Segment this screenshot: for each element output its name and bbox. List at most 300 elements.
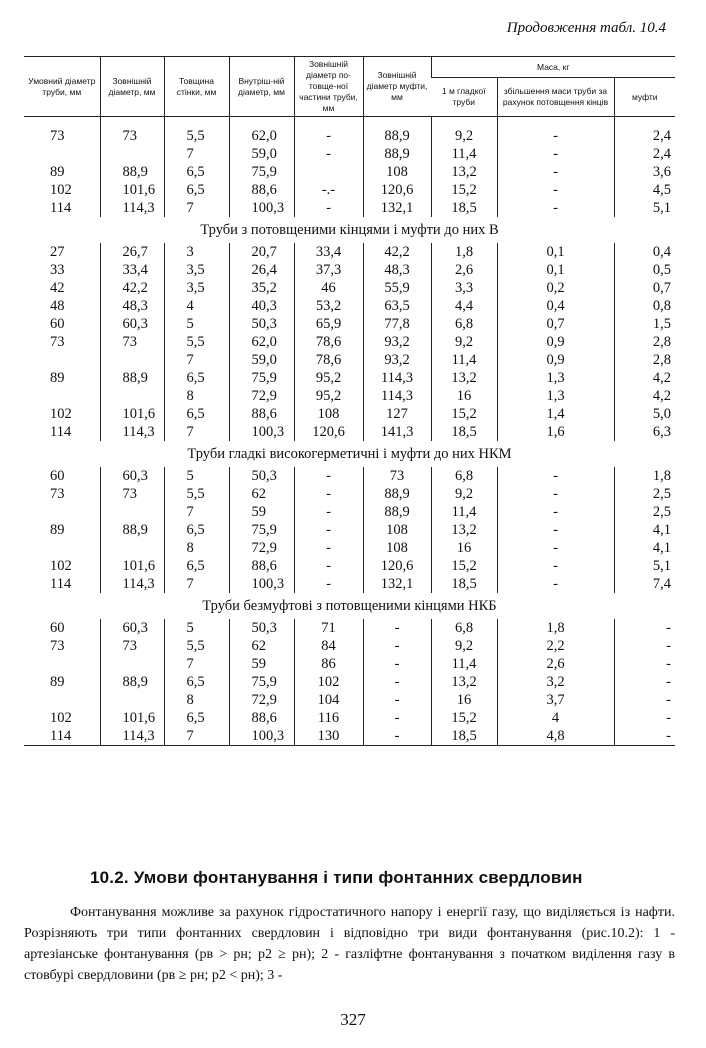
table-cell: - [497,145,614,163]
table-cell: 0,4 [497,297,614,315]
table-cell: 33,4 [294,243,363,261]
table-cell: - [294,539,363,557]
table-cell: - [363,619,431,637]
table-row [24,709,675,727]
table-cell: 84 [294,637,363,655]
table-cell: 88,6 [229,181,294,199]
table-cell: 0,8 [614,297,675,315]
table-cell: 1,6 [497,423,614,441]
table-cell: 73 [50,486,65,502]
table-cell: - [614,709,675,727]
table-cell: 0,1 [497,261,614,279]
table-cell: 5,1 [614,557,675,575]
table-cell: 15,2 [431,557,497,575]
table-cell: 50,3 [229,619,294,637]
table-cell: 114 [50,424,72,440]
spacer-row [24,117,675,128]
table-cell: 8 [164,539,229,557]
table-cell: 15,2 [431,405,497,423]
table-cell: - [363,709,431,727]
table-cell [24,351,100,369]
table-cell: 4,1 [614,521,675,539]
table-cell: - [497,485,614,503]
table-cell: 6,5 [164,163,229,181]
table-cell: 89 [50,674,65,690]
table-cell: 5,0 [614,405,675,423]
table-row [24,243,675,261]
table-cell: 7 [164,145,229,163]
table-cell: 27 [50,244,65,260]
table-cell: 73 [100,637,164,655]
table-row [24,619,675,637]
table-cell: - [363,637,431,655]
group-title-row [24,441,675,467]
table-cell: 4,8 [497,727,614,746]
table-row [24,279,675,297]
spacer-cell [294,117,363,128]
table-cell: 1,8 [431,243,497,261]
table-cell: 5,1 [614,199,675,217]
table-cell: 13,2 [431,673,497,691]
table-row [24,261,675,279]
table-cell: 101,6 [100,181,164,199]
table-cell: 11,4 [431,503,497,521]
table-cell: 1,8 [614,467,675,485]
table-cell: 53,2 [294,297,363,315]
table-cell: 46 [294,279,363,297]
table-cell: 7 [164,503,229,521]
table-cell: 2,8 [614,333,675,351]
table-cell: 0,4 [614,243,675,261]
table-cell: - [497,521,614,539]
table-cell: 88,9 [363,145,431,163]
spacer-cell [614,117,675,128]
table-cell: 78,6 [294,351,363,369]
table-cell: - [614,727,675,746]
section-heading: 10.2. Умови фонтанування і типи фонтанних свердловин [90,868,583,887]
table-cell: 114,3 [100,423,164,441]
table-cell: 102 [50,558,72,574]
table-cell: 114,3 [100,727,164,746]
table-cell: 73 [50,128,65,144]
table-cell [24,691,100,709]
table-cell [24,503,100,521]
table-cell: 73 [100,127,164,145]
table-cell: 40,3 [229,297,294,315]
group-title-row [24,217,675,243]
table-cell: 3,7 [497,691,614,709]
group-title: Труби гладкі високогерметичні і муфти до них НКМ [187,446,512,462]
table-cell: 127 [363,405,431,423]
table-cell: 6,5 [164,557,229,575]
table-cell: 3,3 [431,279,497,297]
table-cell: 72,9 [229,539,294,557]
table-cell: 3,5 [164,279,229,297]
table-cell: 95,2 [294,369,363,387]
table-cell: 0,5 [614,261,675,279]
table-cell: 75,9 [229,369,294,387]
table-cell: 100,3 [229,575,294,593]
table-cell: 6,5 [164,673,229,691]
table-cell: 2,8 [614,351,675,369]
table-cell: 5,5 [164,637,229,655]
table-cell [100,539,164,557]
table-cell: 95,2 [294,387,363,405]
table-cell: 5,5 [164,485,229,503]
table-cell: 18,5 [431,199,497,217]
table-cell: 9,2 [431,333,497,351]
table-cell: 75,9 [229,521,294,539]
table-cell: 16 [431,387,497,405]
spacer-cell [164,117,229,128]
table-cell: 102 [50,182,72,198]
table-cell: 33,4 [100,261,164,279]
table-row [24,315,675,333]
table-cell: 101,6 [100,557,164,575]
page-number: 327 [340,1010,366,1029]
table-cell [100,691,164,709]
table-cell: 7 [164,727,229,746]
table-cell: 2,5 [614,485,675,503]
table-row [24,351,675,369]
table-cell: 4,4 [431,297,497,315]
table-cell: 60,3 [100,619,164,637]
table-cell: 132,1 [363,199,431,217]
table-row [24,181,675,199]
table-cell: 59,0 [229,351,294,369]
table-cell: - [497,503,614,521]
table-cell: 108 [363,539,431,557]
table-row [24,673,675,691]
table-cell: 13,2 [431,369,497,387]
table-row [24,691,675,709]
table-cell [100,351,164,369]
table-cell: 60,3 [100,467,164,485]
table-cell: 59 [229,655,294,673]
table-cell: 48,3 [363,261,431,279]
table-cell: 5 [164,619,229,637]
table-cell: - [614,637,675,655]
spacer-cell [229,117,294,128]
table-cell: 114,3 [363,369,431,387]
table-cell: 9,2 [431,485,497,503]
table-cell: - [294,467,363,485]
table-cell: 42 [50,280,65,296]
table-cell: 114 [24,727,100,746]
table-cell: 26,4 [229,261,294,279]
table-cell: 141,3 [363,423,431,441]
header-wall-thickness: Товщина стінки, мм [164,57,229,117]
table-cell: 6,5 [164,405,229,423]
table-cell: 50,3 [229,467,294,485]
table-cell: 48 [50,298,65,314]
table-cell: 60 [50,620,65,636]
body-paragraph [24,902,675,986]
table-cell: - [497,557,614,575]
table-cell: 108 [363,163,431,181]
table-cell: 114,3 [100,575,164,593]
table-cell: 88,9 [363,503,431,521]
table-cell: 88,6 [229,709,294,727]
table-cell: 9,2 [431,127,497,145]
table-cell: 102 [50,710,72,726]
table-cell: 132,1 [363,575,431,593]
table-cell: - [497,467,614,485]
table-cell: 3,6 [614,163,675,181]
table-cell: 0,9 [497,333,614,351]
table-cell: 75,9 [229,163,294,181]
table-cell: 75,9 [229,673,294,691]
table-cell: 6,3 [614,423,675,441]
table-cell: 5 [164,315,229,333]
table-cell: 1,8 [497,619,614,637]
spacer-cell [431,117,497,128]
table-cell: 60,3 [100,315,164,333]
table-cell: 88,9 [100,521,164,539]
spacer-cell [24,117,100,128]
table-cell: 18,5 [431,575,497,593]
table-cell: 93,2 [363,333,431,351]
table-cell: - [363,691,431,709]
table-cell: 88,6 [229,405,294,423]
table-cell: - [614,691,675,709]
table-header [24,57,675,117]
table-row [24,423,675,441]
table-cell: 13,2 [431,521,497,539]
table-cell: 4 [164,297,229,315]
table-cell: 2,4 [614,127,675,145]
header-mass-increase: збільшення маси труби за рахунок потовщення кінців [497,78,614,117]
table-cell: 88,9 [363,127,431,145]
table-cell: 6,5 [164,181,229,199]
table-cell: 1,3 [497,387,614,405]
table-cell: - [614,655,675,673]
table-cell: 4 [497,709,614,727]
table-cell: 0,7 [497,315,614,333]
table-cell: 73 [50,334,65,350]
table-cell: - [497,163,614,181]
table-cell: - [294,145,363,163]
table-cell: 88,9 [100,673,164,691]
table-cell: 13,2 [431,163,497,181]
table-row [24,521,675,539]
table-cell: 6,5 [164,369,229,387]
table-cell: 108 [294,405,363,423]
table-cell: - [294,557,363,575]
table-cell: 7 [164,655,229,673]
table-row [24,503,675,521]
table-cell [24,387,100,405]
group-title: Труби безмуфтові з потовщеними кінцями НКБ [202,598,497,614]
table-cell: 62,0 [229,333,294,351]
table-cell: 11,4 [431,655,497,673]
table-cell: 88,6 [229,557,294,575]
table-cell: 9,2 [431,637,497,655]
table-cell: 100,3 [229,423,294,441]
table-cell: 78,6 [294,333,363,351]
table-cell: - [497,539,614,557]
table-cell: 0,9 [497,351,614,369]
table-cell: - [294,521,363,539]
table-cell: 72,9 [229,691,294,709]
table-cell: 8 [164,691,229,709]
table-cell: 88,9 [363,485,431,503]
table-cell: 6,8 [431,619,497,637]
header-outer-diameter: Зовнішній діаметр, мм [100,57,164,117]
table-cell: - [614,619,675,637]
table-cell: 55,9 [363,279,431,297]
table-cell: 6,8 [431,467,497,485]
table-cell: 73 [100,485,164,503]
table-cell: 60 [50,316,65,332]
table-cell: 35,2 [229,279,294,297]
table-cell: - [497,127,614,145]
table-cell: 73 [50,638,65,654]
header-nominal-diameter: Умовний діаметр труби, мм [24,57,100,117]
table-cell: - [497,575,614,593]
table-row [24,333,675,351]
table-cell [24,145,100,163]
table-cell [24,655,100,673]
table-cell: 37,3 [294,261,363,279]
table-cell: -.- [294,181,363,199]
table-cell: 3 [164,243,229,261]
table-cell: 114,3 [100,199,164,217]
table-row [24,145,675,163]
table-cell: 120,6 [363,181,431,199]
table-cell: - [497,181,614,199]
table-cell: 130 [294,727,363,746]
table-cell: 6,8 [431,315,497,333]
table-cell [100,503,164,521]
table-cell: - [363,655,431,673]
table-cell: 1,3 [497,369,614,387]
table-cell: 2,5 [614,503,675,521]
table-cell: 3,2 [497,673,614,691]
table-cell: 101,6 [100,405,164,423]
table-cell: 7,4 [614,575,675,593]
table-cell: 102 [50,406,72,422]
table-cell: 114 [50,576,72,592]
table-row [24,655,675,673]
table-cell: 62 [229,485,294,503]
table-cell: 73 [100,333,164,351]
table-cell: 89 [50,370,65,386]
spacer-cell [100,117,164,128]
table-cell: 72,9 [229,387,294,405]
table-cell: 0,1 [497,243,614,261]
table-cell: 4,1 [614,539,675,557]
table-cell: 15,2 [431,181,497,199]
table-cell: 116 [294,709,363,727]
header-upset-outer-diameter: Зовнішній діаметр по-товще-ної частини труби, мм [294,57,363,117]
table-cell: 102 [294,673,363,691]
table-cell: 62,0 [229,127,294,145]
table-cell: 33 [50,262,65,278]
table-row [24,539,675,557]
table-cell: 5,5 [164,333,229,351]
table-cell: 4,2 [614,369,675,387]
table-row [24,637,675,655]
table-cell: 2,2 [497,637,614,655]
table-cell: - [363,673,431,691]
table-cell: 89 [50,522,65,538]
header-mass: Маса, кг [431,57,675,78]
table-cell: 1,4 [497,405,614,423]
table-cell: - [497,199,614,217]
table-cell: 7 [164,575,229,593]
table-cell: - [363,727,431,746]
pipe-table-container [24,56,675,746]
table-cell: 11,4 [431,145,497,163]
table-cell: 120,6 [294,423,363,441]
table-cell: 89 [50,164,65,180]
table-cell [100,145,164,163]
table-cell: 100,3 [229,727,294,746]
table-cell: 88,9 [100,369,164,387]
table-cell: - [294,199,363,217]
table-cell: 59 [229,503,294,521]
table-cell: - [294,485,363,503]
table-cell: 26,7 [100,243,164,261]
table-cell: 86 [294,655,363,673]
table-row [24,485,675,503]
group-title: Труби з потовщеними кінцями і муфти до них В [200,222,499,238]
table-cell: 42,2 [363,243,431,261]
table-row [24,727,675,746]
table-cell [100,387,164,405]
table-cell: 62 [229,637,294,655]
table-cell [24,539,100,557]
table-cell: 7 [164,423,229,441]
table-cell: 6,5 [164,521,229,539]
table-row [24,199,675,217]
header-coupling-outer-diameter: Зовнішній діаметр муфти, мм [363,57,431,117]
table-cell: 4,2 [614,387,675,405]
table-cell: 5 [164,467,229,485]
table-row [24,467,675,485]
table-cell: 2,6 [431,261,497,279]
table-cell: 71 [294,619,363,637]
group-title-row [24,593,675,619]
table-cell: 7 [164,199,229,217]
table-cell: 16 [431,691,497,709]
table-cell: - [294,127,363,145]
table-cell: 2,4 [614,145,675,163]
table-cell: 8 [164,387,229,405]
table-cell: 15,2 [431,709,497,727]
table-cell: 4,5 [614,181,675,199]
table-cell: 7 [164,351,229,369]
table-cell: 59,0 [229,145,294,163]
table-row [24,387,675,405]
table-cell: 101,6 [100,709,164,727]
table-cell: 60 [50,468,65,484]
pipe-table [24,56,675,746]
table-row [24,557,675,575]
header-inner-diameter: Внутріш-ній діаметр, мм [229,57,294,117]
table-row [24,127,675,145]
table-cell: 42,2 [100,279,164,297]
table-row [24,297,675,315]
table-cell: 1,5 [614,315,675,333]
table-cell: 48,3 [100,297,164,315]
paragraph-text: Фонтанування можливе за рахунок гідростатичного напору і енергії газу, що виділяється із нафти. Розрізняють три типи фонтанних свердловин і відповідно три види фонтанування (рис.10.2): 1 - артезіанське фонтанування (pв > pн; p2 ≥ pн); 2 - газліфтне фонтанування з початком виділення газу в стовбурі свердловини (pв ≥ pн; p2 < pн); 3 - [24,905,675,983]
header-mass-smooth: 1 м гладкої труби [431,78,497,117]
table-cell: 11,4 [431,351,497,369]
table-body [24,117,675,746]
header-mass-coupling: муфти [614,78,675,117]
